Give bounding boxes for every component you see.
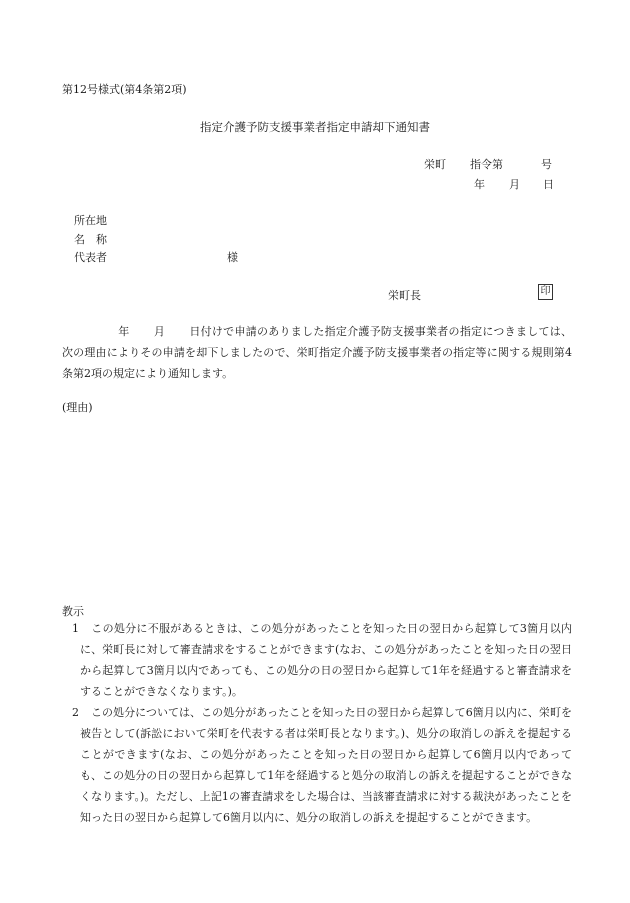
date-year: 年 [474, 178, 485, 191]
instruction-number: 1 [72, 622, 79, 635]
representative-label: 代表者 [74, 251, 107, 264]
body-month: 月 [153, 325, 166, 338]
instruction-number: 2 [72, 706, 79, 719]
number-suffix: 号 [541, 158, 552, 171]
reason-label: (理由) [62, 401, 93, 414]
instruction-text: この処分に不服があるときは、この処分があったことを知った日の翌日から起算して3箇月以内に、栄町長に対して審査請求をすることができます(なお、この処分があったことを知った日の翌日から起算して3箇月以内であっても、この処分の日の翌日から起算して1年を経過すると審査請求をすることができなくなります。)。 [80, 622, 572, 698]
honorific: 様 [227, 251, 238, 264]
instruction-item [62, 618, 572, 702]
issuing-town: 栄町 [424, 158, 446, 171]
directive-prefix: 指令第 [470, 158, 503, 171]
instructions-label: 教示 [62, 605, 84, 618]
date-day: 日 [543, 178, 554, 191]
notice-body [62, 321, 572, 384]
issuer-mayor: 栄町長 [388, 289, 421, 302]
instruction-item [62, 702, 572, 828]
location-label: 所在地 [74, 214, 107, 227]
document-title: 指定介護予防支援事業者指定申請却下通知書 [200, 120, 430, 134]
form-number-label: 第12号様式(第4条第2項) [62, 83, 187, 96]
body-text: 日付けで申請のありました指定介護予防支援事業者の指定につきましては、次の理由によりその申請を却下しましたので、栄町指定介護予防支援事業者の指定等に関する規則第4条第2項の規定により通知します。 [62, 325, 573, 380]
date-month: 月 [509, 178, 520, 191]
instructions-list [62, 618, 572, 828]
instruction-text: この処分については、この処分があったことを知った日の翌日から起算して6箇月以内に、栄町を被告として(訴訟において栄町を代表する者は栄町長となります。)、処分の取消しの訴えを提起することができます(なお、この処分があったことを知った日の翌日から起算して6箇月以内であっても、この処分の日の翌日から起算して1年を経過すると処分の取消しの訴えを提起することができなくなります。)。ただし、上記1の審査請求をした場合は、当該審査請求に対する裁決があったことを知った日の翌日から起算して6箇月以内に、処分の取消しの訴えを提起することができます。 [80, 706, 572, 824]
seal-mark: 印 [538, 284, 553, 300]
name-label: 名 称 [74, 233, 107, 246]
body-year: 年 [118, 325, 130, 338]
